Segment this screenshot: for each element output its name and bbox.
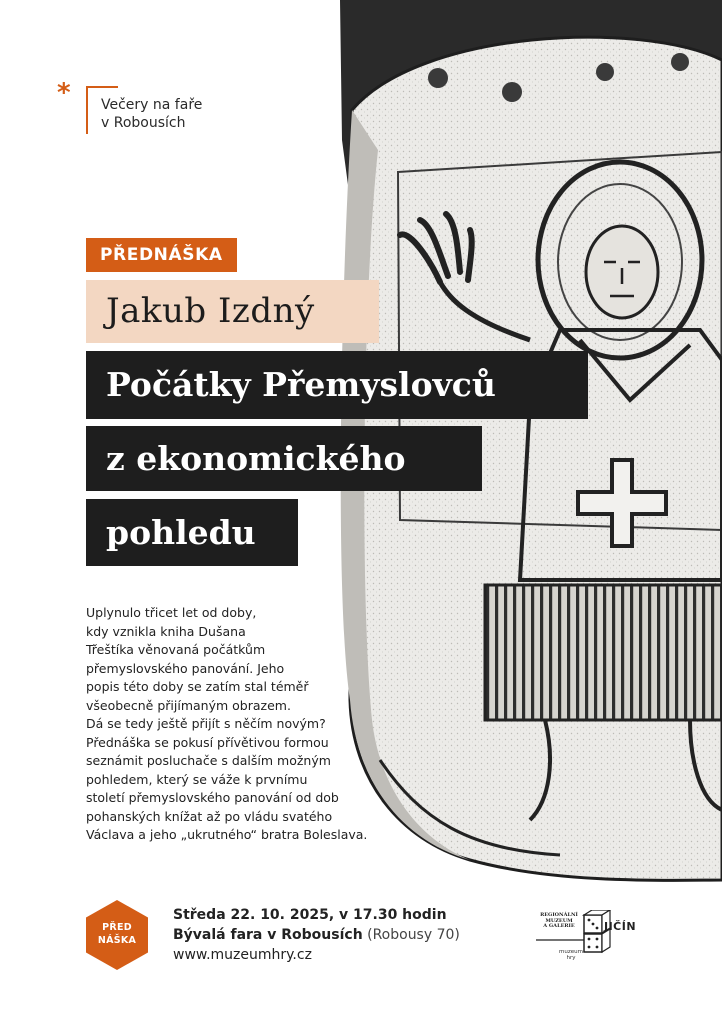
logo-text — [535, 913, 583, 930]
category-label: PŘEDNÁŠKA — [86, 238, 237, 272]
lecture-title-line2: z ekonomického — [86, 426, 482, 491]
lecture-title-line1: Počátky Přemyslovců — [86, 351, 588, 419]
series-title-line2: v Robousích — [101, 115, 186, 131]
description-line: Přednáška se pokusí přívětivou formou — [86, 734, 329, 750]
speaker-name: Jakub Izdný — [86, 280, 379, 343]
event-venue-note: (Robousy 70) — [367, 927, 460, 943]
event-venue: Bývalá fara v Robousích — [173, 927, 363, 943]
event-venue-row — [173, 925, 460, 945]
lecture-title-line3: pohledu — [86, 499, 298, 566]
logo-sub-line1: muzeum — [559, 949, 583, 955]
series-title — [101, 96, 202, 132]
event-website[interactable]: www.muzeumhry.cz — [173, 947, 312, 963]
logo-city: JIČÍN — [604, 920, 637, 933]
description-line: Dá se tedy ještě přijít s něčím novým? — [86, 716, 326, 731]
lecture-description — [86, 604, 406, 845]
logo-sub-line2: hry — [566, 955, 576, 961]
description-line: kdy vznikla kniha Dušana — [86, 623, 246, 639]
description-line: všeobecně přijímaným obrazem. — [86, 697, 291, 713]
asterisk-icon: * — [57, 78, 71, 108]
description-line: Třeštíka věnovaná počátkům — [86, 642, 266, 657]
logo-subtitle — [556, 949, 586, 961]
badge-label-line2: NÁŠKA — [97, 935, 137, 946]
series-title-line1: Večery na faře — [101, 97, 203, 113]
logo-line1: REGIONÁLNÍ — [540, 912, 578, 918]
logo-line2: MUZEUM — [545, 917, 573, 924]
description-line: seznámit posluchače s dalším možným — [86, 753, 331, 768]
badge-label — [86, 921, 148, 947]
description-line: století přemyslovského panování od dob — [86, 790, 339, 805]
badge-label-line1: PŘED — [102, 922, 132, 933]
event-info — [173, 905, 460, 965]
description-line: Václava a jeho „ukrutného“ bratra Boleslava. — [86, 827, 368, 842]
description-line: pohledem, který se váže k prvnímu — [86, 771, 308, 787]
event-date-time: Středa 22. 10. 2025, v 17.30 hodin — [173, 907, 447, 923]
description-line: přemyslovského panování. Jeho — [86, 660, 285, 676]
logo-line3: A GALERIE — [543, 923, 575, 929]
description-line: pohanských knížat až po vládu svatého — [86, 808, 333, 824]
description-line: Uplynulo třicet let od doby, — [86, 605, 257, 620]
description-line: popis této doby se zatím stal téměř — [86, 679, 309, 694]
